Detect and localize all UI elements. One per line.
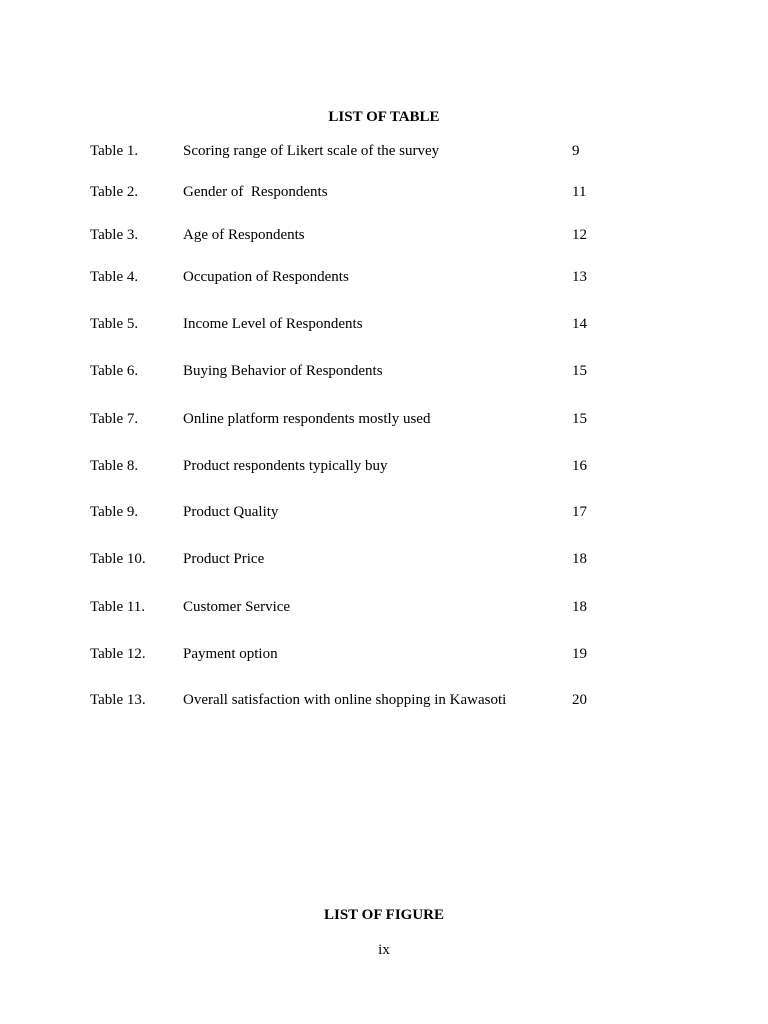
table-entry-description: Online platform respondents mostly used: [183, 411, 431, 427]
table-entry-page: 16: [572, 458, 587, 474]
table-entry-page: 9: [572, 143, 580, 159]
table-entry-description: Scoring range of Likert scale of the survey: [183, 143, 440, 159]
table-entry-label: Table 5.: [90, 316, 139, 332]
table-entry-description: Product respondents typically buy: [183, 458, 388, 474]
table-entry-description: Product Price: [183, 551, 265, 567]
table-entry-label: Table 6.: [90, 363, 139, 379]
table-entry-page: 15: [572, 411, 587, 427]
table-entry-label: Table 7.: [90, 411, 139, 427]
table-entry: [0, 599, 768, 619]
table-entry-description: Age of Respondents: [183, 227, 305, 243]
table-entry-label: Table 1.: [90, 143, 139, 159]
table-entry-description: Gender of Respondents: [183, 184, 328, 200]
table-entry-page: 19: [572, 646, 587, 662]
table-entry: [0, 316, 768, 336]
table-entry-page: 11: [572, 184, 587, 200]
table-entry-label: Table 13.: [90, 692, 146, 708]
table-entry-label: Table 2.: [90, 184, 139, 200]
table-entry-page: 13: [572, 269, 587, 285]
table-entry-description: Income Level of Respondents: [183, 316, 363, 332]
table-entry-description: Customer Service: [183, 599, 291, 615]
table-entry: [0, 551, 768, 571]
table-entry: [0, 143, 768, 163]
table-entry-description: Product Quality: [183, 504, 279, 520]
table-entry-page: 18: [572, 599, 587, 615]
table-entry-page: 17: [572, 504, 587, 520]
table-entry: [0, 184, 768, 204]
list-of-table-title: LIST OF TABLE: [328, 109, 440, 125]
table-entry-page: 18: [572, 551, 587, 567]
table-entry-page: 12: [572, 227, 587, 243]
table-entry-page: 14: [572, 316, 587, 332]
table-entry-label: Table 12.: [90, 646, 146, 662]
table-entry: [0, 227, 768, 247]
table-entry-label: Table 10.: [90, 551, 146, 567]
table-entry-label: Table 9.: [90, 504, 139, 520]
table-entry: [0, 504, 768, 524]
table-entry-label: Table 3.: [90, 227, 139, 243]
table-entry-page: 15: [572, 363, 587, 379]
table-entry-page: 20: [572, 692, 587, 708]
table-entry-description: Overall satisfaction with online shopping in Kawasoti: [183, 692, 507, 708]
table-entry-description: Buying Behavior of Respondents: [183, 363, 383, 379]
table-entry-description: Occupation of Respondents: [183, 269, 349, 285]
table-entry: [0, 458, 768, 478]
table-entry: [0, 646, 768, 666]
table-entry: [0, 269, 768, 289]
table-entry-label: Table 11.: [90, 599, 146, 615]
table-entry: [0, 692, 768, 712]
table-entry: [0, 411, 768, 431]
table-entry-description: Payment option: [183, 646, 278, 662]
table-entry-label: Table 4.: [90, 269, 139, 285]
list-of-figure-title: LIST OF FIGURE: [323, 907, 445, 923]
table-entry: [0, 363, 768, 383]
table-entry-label: Table 8.: [90, 458, 139, 474]
page-number: ix: [378, 942, 390, 958]
